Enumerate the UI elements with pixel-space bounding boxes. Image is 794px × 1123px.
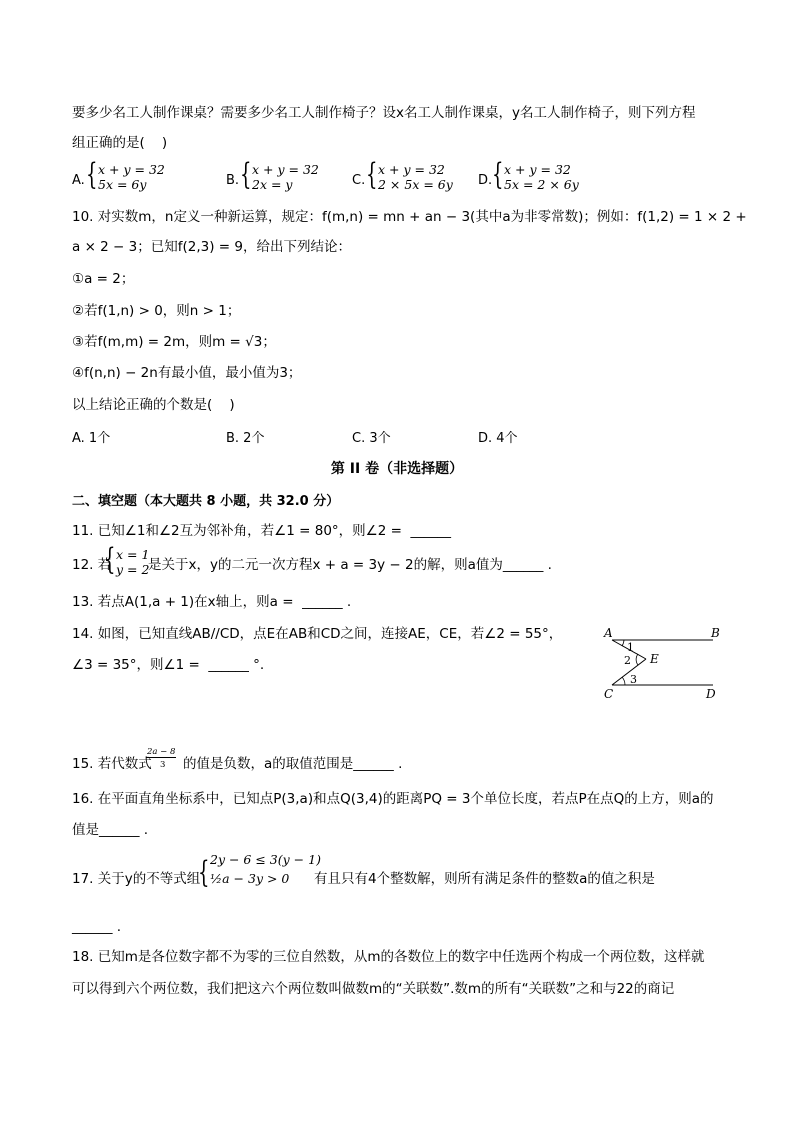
- label-d: D: [706, 687, 716, 701]
- section-heading: 二、填空题（本大题共 8 小题，共 32.0 分）: [72, 494, 340, 509]
- brace: {: [86, 157, 98, 192]
- fraction-numerator: 2a − 8: [147, 747, 176, 757]
- label-b: B: [711, 626, 720, 640]
- equation-1: x + y = 32: [378, 162, 445, 177]
- q10-option-b[interactable]: B. 2个: [226, 431, 265, 446]
- equation-2: 5x = 6y: [98, 177, 147, 192]
- option-label: D.: [478, 173, 493, 188]
- equation-1: x + y = 32: [252, 162, 319, 177]
- q10-option-c[interactable]: C. 3个: [352, 431, 391, 446]
- q17-line2: ______ .: [72, 919, 122, 935]
- q10-ask: 以上结论正确的个数是( ): [72, 397, 235, 413]
- q10-conclusion-4: ④f(n,n) − 2n有最小值，最小值为3；: [72, 365, 302, 381]
- q17-eq2: ½a − 3y > 0: [210, 871, 290, 886]
- brace: {: [366, 157, 378, 192]
- part2-title: 第 II 卷（非选择题）: [330, 461, 464, 477]
- label-c: C: [604, 687, 614, 701]
- q17-pre: 17. 关于y的不等式组: [72, 871, 201, 887]
- angle-1-arc: [622, 640, 624, 646]
- label-angle-3: 3: [630, 673, 637, 686]
- q16-line2: 值是______ .: [72, 822, 149, 838]
- equation-1: x + y = 32: [98, 162, 165, 177]
- q17-eq1: 2y − 6 ≤ 3(y − 1): [210, 852, 321, 867]
- q10-conclusion-3: ③若f(m,m) = 2m，则m = √3；: [72, 334, 276, 350]
- q15-pre: 15. 若代数式: [72, 756, 152, 772]
- q18-line1: 18. 已知m是各位数字都不为零的三位自然数，从m的各数位上的数字中任选两个构成一个两位数，这样就: [72, 949, 705, 965]
- fraction-denominator: 3: [160, 760, 166, 770]
- q14-line2: ∠3 = 35°，则∠1 = ______ °.: [72, 657, 265, 673]
- label-angle-2: 2: [624, 654, 631, 667]
- q12-eq2: y = 2: [116, 562, 150, 577]
- equation-2: 5x = 2 × 6y: [504, 177, 579, 192]
- brace: {: [240, 157, 252, 192]
- q13: 13. 若点A(1,a + 1)在x轴上，则a = ______ .: [72, 594, 352, 610]
- option-label: A.: [72, 173, 85, 188]
- q10-conclusion-1: ①a = 2；: [72, 271, 135, 287]
- angle-3-arc: [622, 677, 625, 685]
- equation-1: x + y = 32: [504, 162, 571, 177]
- q18-line2: 可以得到六个两位数，我们把这六个两位数叫做数m的“关联数”.数m的所有“关联数”之和与22的商记: [72, 981, 675, 997]
- q10-conclusion-2: ②若f(1,n) > 0，则n > 1；: [72, 303, 241, 319]
- brace: {: [492, 157, 504, 192]
- label-a: A: [604, 626, 613, 640]
- label-angle-1: 1: [627, 641, 634, 654]
- option-label: B.: [226, 173, 240, 188]
- q11: 11. 已知∠1和∠2互为邻补角，若∠1 = 80°，则∠2 = ______: [72, 523, 452, 539]
- q12-eq1: x = 1: [116, 547, 150, 562]
- brace: {: [104, 542, 116, 577]
- q15-post: 的值是负数，a的取值范围是______ .: [183, 756, 403, 772]
- q12-pre: 12. 若: [72, 557, 112, 573]
- q9-line2: 组正确的是( ): [72, 135, 168, 151]
- q10-line2: a × 2 − 3；已知f(2,3) = 9，给出下列结论：: [72, 239, 351, 255]
- equation-2: 2x = y: [252, 177, 293, 192]
- equation-2: 2 × 5x = 6y: [378, 177, 453, 192]
- q16-line1: 16. 在平面直角坐标系中，已知点P(3,a)和点Q(3,4)的距离PQ = 3个单位长度，若点P在点Q的上方，则a的: [72, 791, 714, 807]
- brace: {: [198, 855, 210, 890]
- q9-line1: 要多少名工人制作课桌？需要多少名工人制作椅子？设x名工人制作课桌，y名工人制作椅子，则下列方程: [72, 105, 696, 121]
- q14-line1: 14. 如图，已知直线AB//CD，点E在AB和CD之间，连接AE，CE，若∠2 = 55°，: [72, 626, 563, 642]
- q10-line1: 10. 对实数m，n定义一种新运算，规定：f(m,n) = mn + an − 3(其中a为非零常数)；例如：f(1,2) = 1 × 2 +: [72, 209, 747, 225]
- geometry-figure: [598, 622, 728, 702]
- option-label: C.: [352, 173, 366, 188]
- q10-option-d[interactable]: D. 4个: [478, 431, 518, 446]
- label-e: E: [650, 652, 659, 666]
- angle-2-arc: [636, 654, 638, 665]
- q12-post: 是关于x，y的二元一次方程x + a = 3y − 2的解，则a值为______ .: [148, 557, 552, 573]
- q17-post: 有且只有4个整数解，则所有满足条件的整数a的值之积是: [314, 871, 655, 887]
- q10-option-a[interactable]: A. 1个: [72, 431, 111, 446]
